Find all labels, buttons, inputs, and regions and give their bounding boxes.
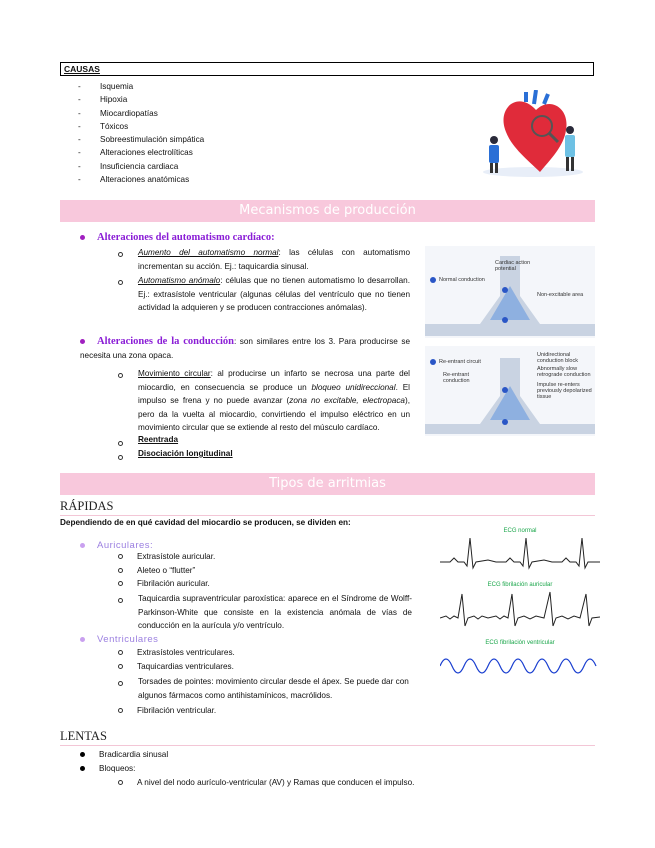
taquicardia-supraventricular: Taquicardia supraventricular paroxística: aparece en el Síndrome de Wolff-Parkinson-White que consiste en la existencia anómala de vías de conducción en la aurícula y/o ventrículo.	[138, 594, 412, 630]
ecg-caption-fv: ECG fibrilación ventricular	[485, 640, 555, 646]
circle-bullet-icon	[118, 278, 123, 287]
circle-bullet-icon	[118, 371, 123, 380]
list-item: Fibrilación auricular.	[118, 579, 408, 593]
normal-conduction-label: Normal conduction	[439, 277, 485, 283]
ecg-figure	[440, 528, 600, 698]
automatismo-normal: Aumento del automatismo normal: las células con automatismo incrementan su acción. Ej.: taquicardia sinusal.	[138, 248, 410, 271]
list-item: - Alteraciones electrolíticas	[78, 148, 193, 158]
list-item: - Isquemia	[78, 82, 134, 91]
cardiac-label: Cardiac action potential	[495, 260, 531, 272]
ecg-fv-trace	[440, 646, 600, 686]
movimiento-circular: Movimiento circular: al producirse un infarto se necrosa una parte del miocardio, en consecuencia se produce un bloqueo unidireccional. El impulso se frena y no puede avanzar (zona no excitable, electropaca), pero da la vuelta al miocardio, convirtiendo el impulso eléctrico en un movimiento circular que se extiende al resto del músculo cardíaco.	[138, 369, 411, 432]
ventriculares-heading: Ventriculares	[80, 634, 158, 645]
unidir-block-label: Unidirectional conduction block	[537, 352, 578, 364]
auriculares-list	[118, 552, 408, 593]
rapidas-title: RÁPIDAS	[60, 498, 595, 516]
ventriculares-list	[118, 648, 408, 675]
bullet-icon	[80, 339, 85, 344]
bullet-icon	[80, 235, 85, 240]
heart-doctors-illustration	[478, 90, 588, 180]
torsades: Torsades de pointes: movimiento circular desde el ápex. Se puede dar con algunos fármacos como antihistamínicos, macrólidos.	[138, 677, 409, 700]
list-item: Fibrilación ventricular.	[118, 706, 216, 715]
list-item: Bloqueos:	[80, 764, 135, 773]
ecg-caption-fa: ECG fibrilación auricular	[487, 582, 553, 588]
rapidas-intro: Dependiendo de en qué cavidad del miocardio se producen, se dividen en:	[60, 518, 351, 527]
mecanismos-band: Mecanismos de producción	[60, 200, 595, 222]
ecg-normal-trace	[440, 534, 600, 574]
ecg-fa-trace	[440, 588, 600, 632]
list-item: Bradicardia sinusal	[80, 750, 168, 759]
non-excitable-label: Non-excitable area	[537, 292, 584, 298]
circle-bullet-icon	[118, 453, 123, 462]
list-item: - Sobreestimulación simpática	[78, 135, 205, 145]
list-item: - Alteraciones anatómicas	[78, 175, 190, 185]
impulse-label: Impulse re-enters previously depolarized tissue	[537, 382, 592, 400]
circle-bullet-icon	[118, 596, 123, 605]
circle-bullet-icon	[118, 679, 123, 688]
conduccion-heading: Alteraciones de la conducción: son similares entre los 3. Para producirse se necesita una zona opaca.	[80, 336, 410, 360]
list-item: A nivel del nodo aurículo-ventricular (AV) y Ramas que conducen el impulso.	[118, 778, 414, 787]
re-entrant-conduction-label: Re-entrant conduction	[443, 372, 470, 384]
re-entrant-label: Re-entrant circuit	[439, 359, 481, 365]
list-item: - Hipoxia	[78, 95, 128, 105]
auriculares-heading: Auriculares:	[80, 540, 153, 551]
automatismo-anomalo: Automatismo anómalo: células que no tienen automatismo lo desarrollan. Ej.: extrasístole ventricular (algunas células del ventrículo que no tienen actividad la adquieren y se producen contracciones anómalas).	[138, 276, 410, 312]
automatismo-heading: Alteraciones del automatismo cardíaco:	[80, 232, 275, 243]
conduction-figure	[425, 246, 595, 436]
causas-list	[78, 80, 398, 186]
tipos-band: Tipos de arritmias	[60, 473, 595, 495]
list-item: Taquicardias ventriculares.	[118, 662, 408, 676]
list-item: - Insuficiencia cardiaca	[78, 161, 179, 171]
disociacion-longitudinal: Disociación longitudinal	[138, 449, 233, 458]
list-item: Extrasístoles ventriculares.	[118, 648, 408, 662]
list-item: - Miocardiopatías	[78, 108, 158, 118]
list-item: Aleteo o “flutter”	[118, 566, 408, 580]
list-item: Extrasístole auricular.	[118, 552, 408, 566]
slow-conduction-label: Abnormally slow retrograde conduction	[537, 366, 591, 378]
ecg-caption-normal: ECG normal	[503, 528, 537, 534]
circle-bullet-icon	[118, 250, 123, 259]
circle-bullet-icon	[118, 439, 123, 448]
bullet-icon	[80, 637, 85, 642]
bullet-icon	[80, 543, 85, 548]
lentas-title: LENTAS	[60, 728, 595, 746]
reentrada: Reentrada	[138, 435, 179, 444]
causas-title: CAUSAS	[60, 62, 594, 76]
list-item: - Tóxicos	[78, 121, 129, 131]
